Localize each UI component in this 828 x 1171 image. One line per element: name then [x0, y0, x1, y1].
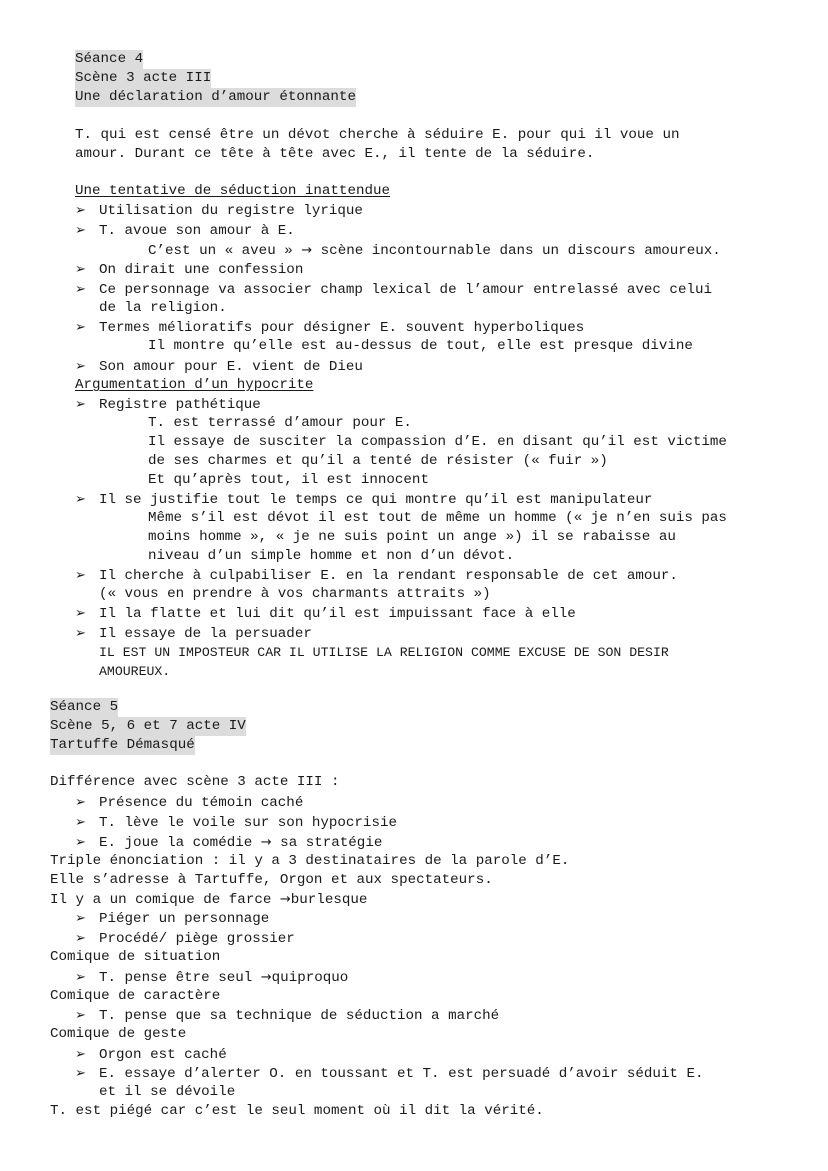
list-item: ➢ Procédé/ piège grossier — [75, 929, 295, 949]
session-4-subtitle: Une déclaration d’amour étonnante — [75, 89, 356, 105]
sub-line: Il montre qu’elle est au-dessus de tout, elle est presque divine — [148, 338, 693, 354]
arrow-bullet-icon — [75, 1047, 99, 1063]
list-item: ➢ Orgon est caché — [75, 1045, 227, 1065]
sub-line: Même s’il est dévot il est tout de même un homme (« je n’en suis pas — [148, 510, 727, 526]
arrow-bullet-icon — [75, 970, 99, 986]
arrow-bullet-icon — [75, 492, 99, 508]
arrow-bullet-icon — [75, 911, 99, 927]
list-item: ➢ Termes mélioratifs pour désigner E. souvent hyperboliques — [75, 318, 584, 338]
sub-line: Il essaye de susciter la compassion d’E. en disant qu’il est victime — [148, 434, 727, 450]
arrow-bullet-icon — [75, 320, 99, 336]
conclusion-line: IL EST UN IMPOSTEUR CAR IL UTILISE LA RELIGION COMME EXCUSE DE SON DESIR — [99, 645, 669, 660]
conclusion-line: AMOUREUX. — [99, 664, 171, 679]
sub-line: Et qu’après tout, il est innocent — [148, 472, 429, 488]
sub-line: T. est terrassé d’amour pour E. — [148, 415, 412, 431]
arrow-bullet-icon — [75, 626, 99, 642]
right-arrow-icon: → — [301, 243, 313, 258]
arrow-bullet-icon — [75, 203, 99, 219]
list-item: ➢ Registre pathétique — [75, 395, 261, 415]
list-item: ➢ Utilisation du registre lyrique — [75, 201, 363, 221]
list-item: ➢ E. joue la comédie → sa stratégie — [75, 833, 382, 853]
session-5-title: Séance 5 — [50, 699, 119, 715]
intro-line: T. qui est censé être un dévot cherche à séduire E. pour qui il voue un — [75, 127, 680, 143]
text-line: Différence avec scène 3 acte III : — [50, 774, 340, 790]
list-item-continuation: (« vous en prendre à vos charmants attraits ») — [99, 586, 491, 602]
list-item: ➢ T. pense être seul →quiproquo — [75, 968, 348, 988]
session-4-title: Séance 4 — [75, 51, 144, 67]
text-line: Comique de caractère — [50, 988, 221, 1004]
arrow-bullet-icon — [75, 397, 99, 413]
arrow-bullet-icon — [75, 1008, 99, 1024]
list-item: ➢ Ce personnage va associer champ lexical de l’amour entrelassé avec celui — [75, 280, 712, 300]
list-item: ➢ T. lève le voile sur son hypocrisie — [75, 813, 397, 833]
right-arrow-icon: → — [260, 835, 272, 850]
arrow-bullet-icon — [75, 223, 99, 239]
sub-line: C’est un « aveu » → scène incontournable dans un discours amoureux. — [148, 243, 721, 259]
arrow-bullet-icon — [75, 815, 99, 831]
session-5-subtitle: Tartuffe Démasqué — [50, 737, 195, 753]
text-line: Comique de situation — [50, 949, 221, 965]
list-item: ➢ T. avoue son amour à E. — [75, 221, 295, 241]
intro-line: amour. Durant ce tête à tête avec E., il tente de la séduire. — [75, 146, 595, 162]
list-item: ➢ Piéger un personnage — [75, 909, 269, 929]
arrow-bullet-icon — [75, 282, 99, 298]
text-line: Il y a un comique de farce →burlesque — [50, 892, 368, 908]
list-item: ➢ Il la flatte et lui dit qu’il est impuissant face à elle — [75, 604, 576, 624]
session-5-scene: Scène 5, 6 et 7 acte IV — [50, 718, 246, 734]
list-item-continuation: et il se dévoile — [99, 1084, 236, 1100]
session-4-scene: Scène 3 acte III — [75, 70, 212, 86]
list-item: ➢ Son amour pour E. vient de Dieu — [75, 357, 363, 377]
list-item: ➢ Présence du témoin caché — [75, 793, 303, 813]
text-line: Elle s’adresse à Tartuffe, Orgon et aux spectateurs. — [50, 872, 493, 888]
arrow-bullet-icon — [75, 931, 99, 947]
sub-line: moins homme », « je ne suis point un ange ») il se rabaisse au — [148, 529, 676, 545]
arrow-bullet-icon — [75, 606, 99, 622]
arrow-bullet-icon — [75, 835, 99, 851]
list-item: ➢ On dirait une confession — [75, 260, 303, 280]
list-item-continuation: de la religion. — [99, 300, 227, 316]
arrow-bullet-icon — [75, 262, 99, 278]
arrow-bullet-icon — [75, 795, 99, 811]
arrow-bullet-icon — [75, 359, 99, 375]
text-line: Triple énonciation : il y a 3 destinataires de la parole d’E. — [50, 853, 570, 869]
section-heading: Une tentative de séduction inattendue — [75, 183, 391, 199]
arrow-bullet-icon — [75, 568, 99, 584]
right-arrow-icon: → — [260, 970, 272, 985]
list-item: ➢ E. essaye d’alerter O. en toussant et T. est persuadé d’avoir séduit E. — [75, 1064, 704, 1084]
list-item: ➢ T. pense que sa technique de séduction a marché — [75, 1006, 499, 1026]
section-heading: Argumentation d’un hypocrite — [75, 377, 314, 393]
sub-line: de ses charmes et qu’il a tenté de résister (« fuir ») — [148, 453, 608, 469]
list-item: ➢ Il cherche à culpabiliser E. en la rendant responsable de cet amour. — [75, 566, 678, 586]
list-item: ➢ Il se justifie tout le temps ce qui montre qu’il est manipulateur — [75, 490, 652, 510]
sub-line: niveau d’un simple homme et non d’un dévot. — [148, 548, 515, 564]
text-line: Comique de geste — [50, 1026, 187, 1042]
text-line: T. est piégé car c’est le seul moment où il dit la vérité. — [50, 1103, 544, 1119]
right-arrow-icon: → — [279, 892, 291, 907]
list-item: ➢ Il essaye de la persuader — [75, 624, 312, 644]
arrow-bullet-icon — [75, 1066, 99, 1082]
